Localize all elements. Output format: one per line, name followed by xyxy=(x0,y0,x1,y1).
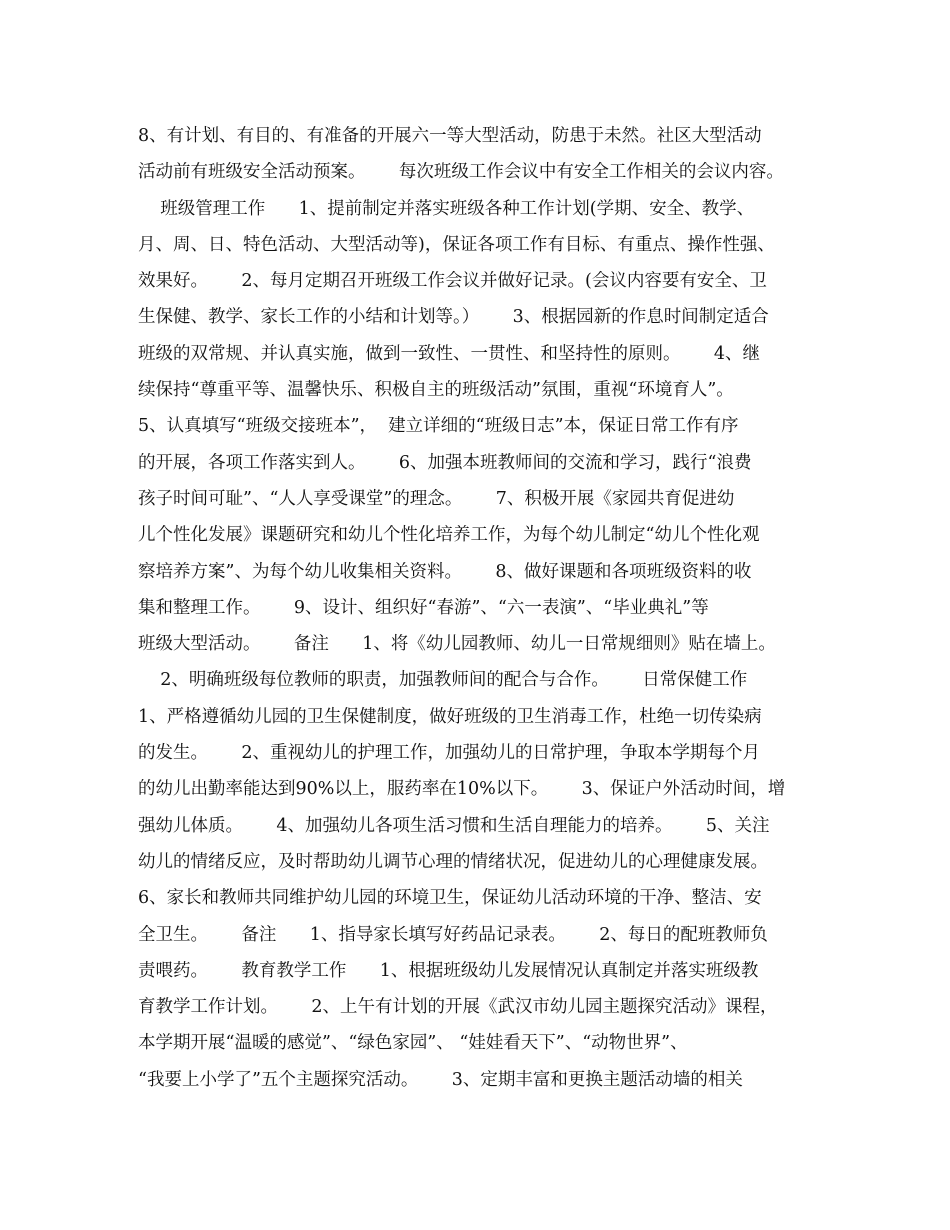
text-line: 孩子时间可耻”、“人人享受课堂”的理念。 7、积极开展《家园共育促进幼 xyxy=(138,488,735,509)
text-line: 的发生。 2、重视幼儿的护理工作，加强幼儿的日常护理，争取本学期每个月 xyxy=(138,743,761,764)
text-line: 班级的双常规、并认真实施，做到一致性、一贯性、和坚持性的原则。 4、继 xyxy=(138,343,761,364)
text-line: 本学期开展“温暖的感觉”、“绿色家园”、 “娃娃看天下”、“动物世界”、 xyxy=(138,1033,688,1054)
text-line: 月、周、日、特色活动、大型活动等)，保证各项工作有目标、有重点、操作性强、 xyxy=(138,234,775,255)
text-line: 察培养方案”、为每个幼儿收集相关资料。 8、做好课题和各项班级资料的收 xyxy=(138,561,752,582)
text-line: 育教学工作计划。 2、上午有计划的开展《武汉市幼儿园主题探究活动》课程， xyxy=(138,997,778,1018)
text-line: 强幼儿体质。 4、加强幼儿各项生活习惯和生活自理能力的培养。 5、关注 xyxy=(138,815,770,836)
text-line: 儿个性化发展》课题研究和幼儿个性化培养工作，为每个幼儿制定“幼儿个性化观 xyxy=(138,525,760,546)
text-line: 2、明确班级每位教师的职责，加强教师间的配合与合作。 日常保健工作 xyxy=(138,670,748,691)
text-line: 1、严格遵循幼儿园的卫生保健制度，做好班级的卫生消毒工作，杜绝一切传染病 xyxy=(138,706,762,727)
document-body xyxy=(138,118,838,1098)
text-line: 续保持“尊重平等、温馨快乐、积极自主的班级活动”氛围，重视“环境育人”。 xyxy=(138,380,734,401)
text-line: “我要上小学了”五个主题探究活动。 3、定期丰富和更换主题活动墙的相关 xyxy=(138,1069,743,1090)
text-line: 活动前有班级安全活动预案。 每次班级工作会议中有安全工作相关的会议内容。 xyxy=(138,162,784,183)
text-line: 8、有计划、有目的、有准备的开展六一等大型活动，防患于未然。社区大型活动 xyxy=(138,126,762,146)
text-line: 责喂药。 教育教学工作 1、根据班级幼儿发展情况认真制定并落实班级教 xyxy=(138,960,759,981)
text-line: 的开展，各项工作落实到人。 6、加强本班教师间的交流和学习，践行“浪费 xyxy=(138,452,752,473)
text-line: 班级大型活动。 备注 1、将《幼儿园教师、幼儿一日常规细则》贴在墙上。 xyxy=(138,634,776,655)
text-line: 全卫生。 备注 1、指导家长填写好药品记录表。 2、每日的配班教师负 xyxy=(138,924,768,945)
text-line: 6、家长和教师共同维护幼儿园的环境卫生，保证幼儿活动环境的干净、整洁、安 xyxy=(138,888,762,909)
text-line: 集和整理工作。 9、设计、组织好“春游”、“六一表演”、“毕业典礼”等 xyxy=(138,597,709,618)
text-line: 的幼儿出勤率能达到90%以上，服药率在10%以下。 3、保证户外活动时间，增 xyxy=(138,779,786,800)
text-line: 效果好。 2、每月定期召开班级工作会议并做好记录。(会议内容要有安全、卫 xyxy=(138,271,767,292)
text-line: 班级管理工作 1、提前制定并落实班级各种工作计划(学期、安全、教学、 xyxy=(138,198,755,219)
text-line: 生保健、教学、家长工作的小结和计划等。） 3、根据园新的作息时间制定适合 xyxy=(138,307,769,328)
text-line: 幼儿的情绪反应，及时帮助幼儿调节心理的情绪状况，促进幼儿的心理健康发展。 xyxy=(138,851,768,872)
text-line: 5、认真填写“班级交接班本”， 建立详细的“班级日志”本，保证日常工作有序 xyxy=(138,416,739,437)
